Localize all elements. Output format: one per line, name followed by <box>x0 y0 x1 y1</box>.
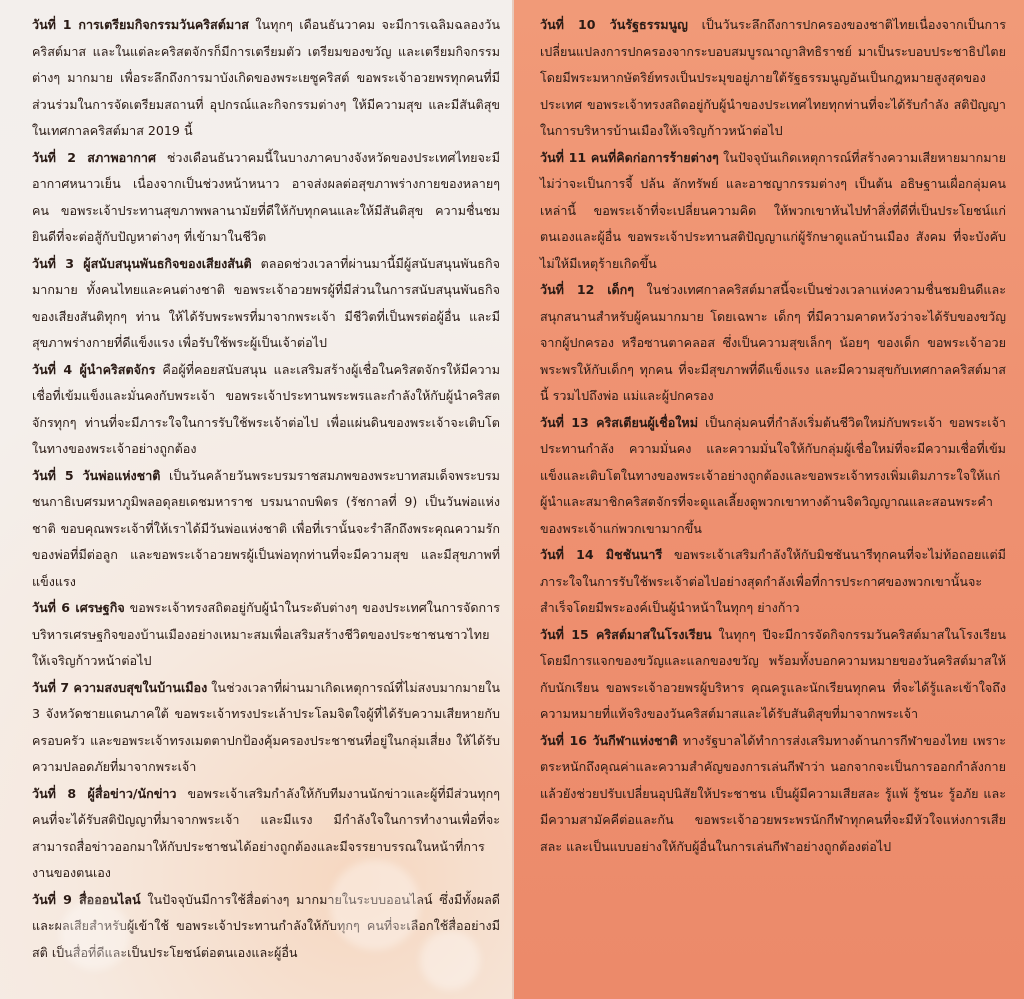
prayer-item-day-10 <box>540 12 1006 145</box>
prayer-item-day-7 <box>32 675 500 781</box>
prayer-item-title: วันที่ 10 วันรัฐธรรมนูญ <box>540 17 688 32</box>
prayer-item-body: คือผู้ที่คอยสนับสนุน และเสริมสร้างผู้เชื่อในคริสตจักรให้มีความเชื่อที่เข้มแข็งและมั่นคงกับพระเจ้า ขอพระเจ้าประทานพระพรและกำลังให้กับผู้นำคริสตจักรทุกๆ ท่านที่จะมีภาระใจในการรับใช้พระเจ้าต่อไป เพื่อแผ่นดินของพระเจ้าจะเติบโตในทางของพระเจ้าอย่างถูกต้อง <box>32 361 500 456</box>
prayer-item-day-16 <box>540 728 1006 861</box>
prayer-item-day-12 <box>540 277 1006 410</box>
prayer-item-body: ตลอดช่วงเวลาที่ผ่านมานี้มีผู้สนับสนุนพันธกิจมากมาย ทั้งคนไทยและคนต่างชาติ ขอพระเจ้าอวยพรผู้ที่มีส่วนในการสนับสนุนพันธกิจของเสียงสันติทุกๆ ท่าน ให้ได้รับพระพรที่มาจากพระเจ้า มีชีวิตที่เป็นพรต่อผู้อื่น และมีสุขภาพร่างกายที่ดีแข็งแรง เพื่อรับใช้พระผู้เป็นเจ้าต่อไป <box>32 255 500 350</box>
prayer-item-body: เป็นกลุ่มคนที่กำลังเริ่มต้นชีวิตใหม่กับพระเจ้า ขอพระเจ้าประทานกำลัง ความมั่นคง และความมั่นใจให้กับกลุ่มผู้เชื่อใหม่ที่จะมีความเชื่อที่เข้มแข็งและเติบโตในทางของพระเจ้าอย่างถูกต้องและขอพระเจ้าทรงเพิ่มเติมภาระใจให้แก่ผู้นำและสมาชิกคริสตจักรที่จะดูแลเลี้ยงดูพวกเขาทางด้านจิตวิญญาณและสอนพระคำของพระเจ้าแก่พวกเขามากขึ้น <box>540 414 1006 536</box>
prayer-item-title: วันที่ 12 เด็กๆ <box>540 282 635 297</box>
prayer-item-title: วันที่ 1 การเตรียมกิจกรรมวันคริสต์มาส <box>32 17 249 32</box>
bokeh-light <box>330 860 420 950</box>
prayer-item-body: เป็นวันคล้ายวันพระบรมราชสมภพของพระบาทสมเด็จพระบรมชนกาธิเบศรมหาภูมิพลอดุลยเดชมหาราช บรมนาถบพิตร (รัชกาลที่ 9) เป็นวันพ่อแห่งชาติ ขอบคุณพระเจ้าที่ให้เราได้มีวันพ่อแห่งชาติ เพื่อที่เรานั้นจะรำลึกถึงพระคุณความรักของพ่อที่มีต่อลูก และขอพระเจ้าอวยพรผู้เป็นพ่อทุกท่านที่จะมีความสุข และมีสุขภาพที่แข็งแรง <box>32 467 500 589</box>
prayer-item-title: วันที่ 2 สภาพอากาศ <box>32 149 156 165</box>
prayer-item-title: วันที่ 7 ความสงบสุขในบ้านเมือง <box>32 679 208 695</box>
prayer-item-day-13 <box>540 410 1006 543</box>
prayer-item-title: วันที่ 8 ผู้สื่อข่าว/นักข่าว <box>32 785 177 801</box>
prayer-item-body: เป็นวันระลึกถึงการปกครองของชาติไทยเนื่องจากเป็นการเปลี่ยนแปลงการปกครองจากระบอบสมบูรณาญาสิทธิราชย์ มาเป็นระบอบประชาธิปไตย โดยมีพระมหากษัตริย์ทรงเป็นประมุขอยู่ภายใต้รัฐธรรมนูญอันเป็นกฎหมายสูงสุดของประเทศ ขอพระเจ้าทรงสถิตอยู่กับผู้นำของประเทศไทยทุกท่านที่จะได้รับกำลัง สติปัญญาในการบริหารบ้านเมืองให้เจริญก้าวหน้าต่อไป <box>540 17 1006 138</box>
prayer-item-title: วันที่ 11 คนที่คิดก่อการร้ายต่างๆ <box>540 149 719 165</box>
prayer-item-title: วันที่ 13 คริสเตียนผู้เชื่อใหม่ <box>540 414 699 430</box>
prayer-item-body: ในทุกๆ เดือนธันวาคม จะมีการเฉลิมฉลองวันคริสต์มาส และในแต่ละคริสตจักรก็มีการเตรียมตัว เตรียมของขวัญ และเตรียมกิจกรรมต่างๆ มากมาย เพื่อระลึกถึงการมาบังเกิดของพระเยซูคริสต์ ขอพระเจ้าอวยพรทุกคนที่มีส่วนร่วมในการจัดเตรียมสถานที่ อุปกรณ์และกิจกรรมต่างๆ ให้มีความสุข และมีสันติสุขในเทศกาลคริสต์มาส 2019 นี้ <box>32 17 500 138</box>
prayer-item-day-6 <box>32 595 500 675</box>
prayer-item-title: วันที่ 3 ผู้สนับสนุนพันธกิจของเสียงสันติ <box>32 255 252 271</box>
prayer-item-day-8 <box>32 781 500 887</box>
prayer-item-body: ในปัจจุบันมีการใช้สื่อต่างๆ มากมายในระบบออนไลน์ ซึ่งมีทั้งผลดีและผลเสียสำหรับผู้เข้าใช้ ขอพระเจ้าประทานกำลังให้กับทุกๆ คนที่จะเลือกใช้สื่ออย่างมีสติ เป็นสื่อที่ดีและเป็นประโยชน์ต่อตนเองและผู้อื่น <box>32 891 500 960</box>
prayer-item-body: ทางรัฐบาลได้ทำการส่งเสริมทางด้านการกีฬาของไทย เพราะตระหนักถึงคุณค่าและความสำคัญของการเล่นกีฬาว่า นอกจากจะเป็นการออกกำลังกายแล้วยังช่วยปรับเปลี่ยนอุปนิสัยให้ประชาชน เป็นผู้มีความเสียสละ รู้แพ้ รู้ชนะ รู้อภัย และมีความสามัคคีต่อและกัน ขอพระเจ้าอวยพระพรนักกีฬาทุกคนที่จะมีหัวใจแห่งการเสียสละ และเป็นแบบอย่างให้กับผู้อื่นในการเล่นกีฬาอย่างถูกต้องต่อไป <box>540 732 1006 854</box>
prayer-item-body: ขอพระเจ้าทรงสถิตอยู่กับผู้นำในระดับต่างๆ ของประเทศในการจัดการบริหารเศรษฐกิจของบ้านเมืองอย่างเหมาะสมเพื่อเสริมสร้างชีวิตของประชาชนชาวไทยให้เจริญก้าวหน้าต่อไป <box>32 600 500 668</box>
prayer-item-title: วันที่ 5 วันพ่อแห่งชาติ <box>32 467 161 483</box>
prayer-item-title: วันที่ 9 สื่อออนไลน์ <box>32 891 141 907</box>
prayer-item-body: ในปัจจุบันเกิดเหตุการณ์ที่สร้างความเสียหายมากมาย ไม่ว่าจะเป็นการจี้ ปล้น ลักทรัพย์ และอาชญากรรมต่างๆ เป็นต้น อธิษฐานเผื่อกลุ่มคนเหล่านี้ ขอพระเจ้าที่จะเปลี่ยนความคิด ให้พวกเขาหันไปทำสิ่งที่ดีที่เป็นประโยชน์แก่ตนเองและผู้อื่น ขอพระเจ้าประทานสติปัญญาแก่ผู้รักษาดูแลบ้านเมือง สังคม ที่จะบังคับไม่ให้มีเหตุร้ายเกิดขึ้น <box>540 149 1006 271</box>
prayer-item-title: วันที่ 6 เศรษฐกิจ <box>32 600 125 615</box>
prayer-item-body: ช่วงเดือนธันวาคมนี้ในบางภาคบางจังหวัดของประเทศไทยจะมีอากาศหนาวเย็น เนื่องจากเป็นช่วงหน้าหนาว อาจส่งผลต่อสุขภาพร่างกายของหลายๆ คน ขอพระเจ้าประทานสุขภาพพลานามัยที่ดีให้กับทุกคนและให้มีสันติสุข ความชื่นชมยินดีที่จะต่อสู้กับปัญหาต่างๆ ที่เข้ามาในชีวิต <box>32 149 500 244</box>
prayer-item-body: ในช่วงเทศกาลคริสต์มาสนี้จะเป็นช่วงเวลาแห่งความชื่นชมยินดีและสนุกสนานสำหรับผู้คนมากมาย โดยเฉพาะ เด็กๆ ที่มีความคาดหวังว่าจะได้รับของขวัญจากผู้ปกครอง หรือซานตาคลอส ซึ่งเป็นความสุขเล็กๆ น้อยๆ ของเด็ก ขอพระเจ้าอวยพระพรให้กับเด็กๆ ทุกคน ที่จะมีสุขภาพที่ดีแข็งแรง และมีความสุขกับเทศกาลคริสต์มาสนี้ รวมไปถึงพ่อ แม่และผู้ปกครอง <box>540 282 1006 403</box>
prayer-item-title: วันที่ 16 วันกีฬาแห่งชาติ <box>540 732 678 748</box>
prayer-item-day-11 <box>540 145 1006 278</box>
prayer-item-day-2 <box>32 145 500 251</box>
prayer-item-day-1 <box>32 12 500 145</box>
prayer-item-day-14 <box>540 542 1006 622</box>
prayer-item-title: วันที่ 4 ผู้นำคริสตจักร <box>32 361 156 377</box>
prayer-item-day-4 <box>32 357 500 463</box>
prayer-item-body: ขอพระเจ้าเสริมกำลังให้กับมิชชันนารีทุกคนที่จะไม่ท้อถอยแต่มีภาระใจในการรับใช้พระเจ้าต่อไปอย่างสุดกำลังเพื่อที่การประกาศของพวกเขานั้นจะสำเร็จโดยมีพระองค์เป็นผู้นำหน้าในทุกๆ ย่างก้าว <box>540 547 1006 615</box>
prayer-item-body: ในทุกๆ ปีจะมีการจัดกิจกรรมวันคริสต์มาสในโรงเรียน โดยมีการแจกของขวัญและแลกของขวัญ พร้อมทั้งบอกความหมายของวันคริสต์มาสให้กับนักเรียน ขอพระเจ้าอวยพรผู้บริหาร คุณครูและนักเรียนทุกคน ที่จะได้รู้และเข้าใจถึงความหมายที่แท้จริงของวันคริสต์มาสและได้รับสันติสุขที่มาจากพระเจ้า <box>540 626 1006 721</box>
prayer-item-title: วันที่ 15 คริสต์มาสในโรงเรียน <box>540 626 712 642</box>
prayer-item-day-5 <box>32 463 500 596</box>
right-column <box>512 0 1024 999</box>
prayer-item-day-15 <box>540 622 1006 728</box>
prayer-item-day-3 <box>32 251 500 357</box>
bokeh-light <box>420 930 480 990</box>
prayer-item-title: วันที่ 14 มิชชันนารี <box>540 547 663 562</box>
bokeh-light <box>60 900 130 970</box>
prayer-item-body: ขอพระเจ้าเสริมกำลังให้กับทีมงานนักข่าวและผู้ที่มีส่วนทุกๆ คนที่จะได้รับสติปัญญาที่มาจากพระเจ้า และมีแรง มีกำลังใจในการทำงานเพื่อที่จะสามารถสื่อข่าวออกมาให้กับประชาชนได้อย่างถูกต้องและมีจรรยาบรรณในหน้าที่การงานของตนเอง <box>32 785 500 880</box>
prayer-item-body: ในช่วงเวลาที่ผ่านมาเกิดเหตุการณ์ที่ไม่สงบมากมายใน 3 จังหวัดชายแดนภาคใต้ ขอพระเจ้าทรงประเล้าประโลมจิตใจผู้ที่ได้รับความเสียหายกับครอบครัว และขอพระเจ้าทรงเมตตาปกป้องคุ้มครองประชาชนที่อยู่ในกลุ่มเสี่ยง ให้ได้รับความปลอดภัยที่มาจากพระเจ้า <box>32 679 501 774</box>
